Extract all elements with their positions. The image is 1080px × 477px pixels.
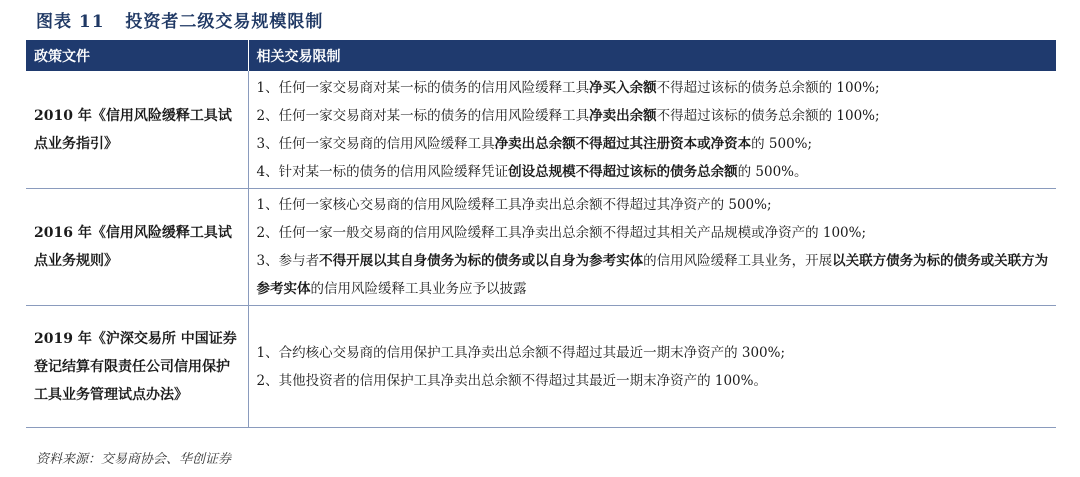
rule-emphasis: 净卖出余额 — [589, 107, 657, 124]
rule-line — [257, 339, 1051, 367]
rule-line — [257, 219, 1051, 247]
rule-text: 1、任何一家交易商对某一标的债务的信用风险缓释工具 — [256, 79, 590, 96]
rule-text: 3、参与者 — [256, 253, 320, 269]
rule-text: 不得超过该标的债务总余额的 100%; — [656, 107, 880, 124]
policy-table — [26, 40, 1056, 428]
rule-text: 的信用风险缓释工具业务，开展 — [643, 253, 833, 269]
rules-cell — [248, 306, 1056, 428]
rule-line — [257, 74, 1051, 102]
rule-emphasis: 不得开展以其自身债务为标的债务或以自身为参考实体 — [319, 253, 644, 269]
rules-cell — [248, 71, 1056, 189]
rule-line — [257, 130, 1051, 158]
rule-emphasis: 净买入余额 — [589, 79, 657, 96]
table-caption — [36, 8, 323, 36]
rule-text: 2、任何一家一般交易商的信用风险缓释工具净卖出总余额不得超过其相关产品规模或净资产的 100%; — [256, 225, 867, 241]
caption-number: 图表 11 — [36, 12, 105, 32]
rule-line — [257, 367, 1051, 395]
table-row — [26, 71, 1056, 189]
table-row — [26, 306, 1056, 428]
caption-title: 投资者二级交易规模限制 — [125, 12, 324, 32]
rule-text: 不得超过该标的债务总余额的 100%; — [656, 79, 880, 96]
rule-text: 1、合约核心交易商的信用保护工具净卖出总余额不得超过其最近一期末净资产的 300%; — [256, 344, 786, 361]
rule-text: 3、任何一家交易商的信用风险缓释工具 — [256, 135, 495, 152]
rule-text: 的 500%。 — [737, 163, 808, 180]
rule-text: 的 500%; — [751, 135, 813, 152]
rule-text: 4、针对某一标的债务的信用风险缓释凭证 — [256, 163, 509, 180]
rule-emphasis: 净卖出总余额不得超过其注册资本或净资本 — [494, 135, 752, 152]
rule-line — [257, 191, 1051, 219]
rule-text: 的信用风险缓释工具业务应予以披露 — [310, 281, 527, 297]
source-note: 资料来源：交易商协会、华创证券 — [36, 452, 232, 467]
rule-text: 2、其他投资者的信用保护工具净卖出总余额不得超过其最近一期末净资产的 100%。 — [256, 372, 767, 389]
header-policy: 政策文件 — [26, 40, 248, 71]
policy-cell: 2019 年《沪深交易所 中国证券登记结算有限责任公司信用保护工具业务管理试点办法》 — [26, 306, 248, 428]
rule-line — [257, 247, 1051, 303]
table-row — [26, 189, 1056, 306]
policy-cell: 2010 年《信用风险缓释工具试点业务指引》 — [26, 71, 248, 189]
rule-emphasis: 创设总规模不得超过该标的债务总余额 — [508, 163, 738, 180]
rule-line — [257, 102, 1051, 130]
rule-text: 2、任何一家交易商对某一标的债务的信用风险缓释工具 — [256, 107, 590, 124]
header-restrictions: 相关交易限制 — [248, 40, 1056, 71]
rules-cell — [248, 189, 1056, 306]
rule-emphasis: 以关联方债务为标的债务或关联方为参考实体 — [256, 253, 1049, 297]
policy-cell: 2016 年《信用风险缓释工具试点业务规则》 — [26, 189, 248, 306]
rule-line — [257, 158, 1051, 186]
table-header-row — [26, 40, 1056, 71]
rule-text: 1、任何一家核心交易商的信用风险缓释工具净卖出总余额不得超过其净资产的 500%; — [256, 197, 772, 213]
